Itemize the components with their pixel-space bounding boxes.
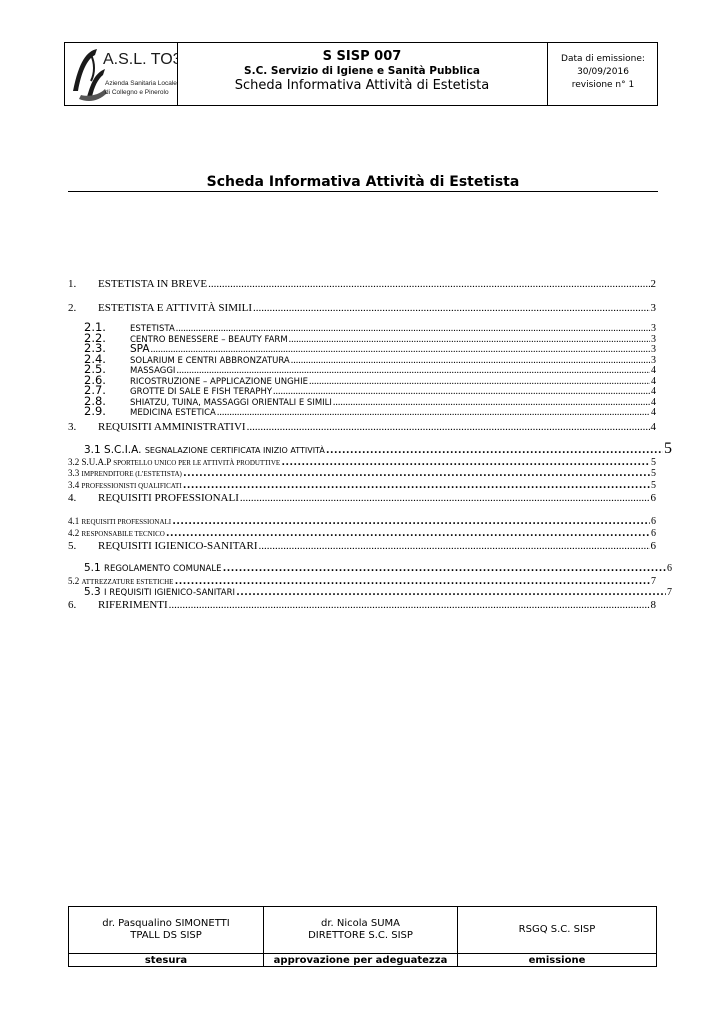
issue-date: 30/09/2016	[577, 67, 629, 77]
toc-entry-2-2[interactable]: 2.2. CENTRO BENESSERE – BEAUTY FARM ..... 3	[68, 331, 656, 342]
toc-entry-5-1[interactable]: 5.1 REGOLAMENTO COMUNALE ..... 6	[68, 558, 672, 571]
toc-entry-2-8[interactable]: 2.8. SHIATZU, TUINA, MASSAGGI ORIENTALI E SIMILI ..... 4	[68, 394, 656, 405]
footer-labels-row	[69, 953, 656, 967]
footer-label-emissione: emissione	[528, 955, 586, 966]
toc-entry-4-1[interactable]: 4.1 REQUISITI PROFESSIONALI ..... 6	[68, 511, 656, 523]
logo-line-2: di Collegno e Pinerolo	[105, 89, 169, 96]
toc-entry-1[interactable]: 1. ESTETISTA IN BREVE ..... 2	[68, 278, 656, 291]
logo-line-1: Azienda Sanitaria Locale	[105, 80, 177, 87]
document-code: S SISP 007	[322, 49, 402, 64]
toc-entry-2-5[interactable]: 2.5. MASSAGGI ..... 4	[68, 362, 656, 373]
toc-entry-2-7[interactable]: 2.7. GROTTE DI SALE E FISH TERAPHY ..... 4	[68, 383, 656, 394]
asl-logo-mark	[65, 43, 177, 105]
toc-entry-2-6[interactable]: 2.6. RICOSTRUZIONE – APPLICAZIONE UNGHIE ..... 4	[68, 373, 656, 384]
toc-entry-2-1[interactable]: 2.1. ESTETISTA ..... 3	[68, 320, 656, 331]
footer-label-stesura: stesura	[69, 954, 264, 967]
toc-entry-4-2[interactable]: 4.2 RESPONSABILE TECNICO ..... 6	[68, 523, 656, 535]
toc-entry-5[interactable]: 5. REQUISITI IGIENICO-SANITARI ..... 6	[68, 540, 656, 553]
toc-entry-2-3[interactable]: 2.3. SPA ..... 3	[68, 341, 656, 352]
header-document-title: Scheda Informativa Attività di Estetista	[234, 78, 490, 93]
page-title: Scheda Informativa Attività di Estetista	[206, 174, 520, 190]
logo-title: A.S.L. TO3	[103, 51, 177, 68]
title-underline	[68, 191, 658, 192]
toc-entry-5-3[interactable]: 5.3 I REQUISITI IGIENICO-SANITARI ..... 7	[68, 582, 672, 595]
header-center	[178, 43, 546, 105]
footer-issuer-cell: RSGQ S.C. SISP	[518, 924, 596, 935]
issue-label: Data di emissione:	[561, 54, 645, 64]
revision-number: revisione n° 1	[571, 80, 635, 90]
toc-entry-5-2[interactable]: 5.2 ATTREZZATURE ESTETICHE ..... 7	[68, 571, 656, 582]
toc-entry-3-1[interactable]: 3.1 S.C.I.A. SEGNALAZIONE CERTIFICATA INIZIO ATTIVITÀ ..... 5	[68, 440, 672, 451]
document-header	[64, 42, 658, 106]
toc-entry-2-9[interactable]: 2.9. MEDICINA ESTETICA ..... 4	[68, 404, 656, 415]
toc-entry-3-2[interactable]: 3.2 S.U.A.P SPORTELLO UNICO PER LE ATTIVITÀ PRODUTTIVE ..... 5	[68, 452, 656, 464]
asl-logo	[65, 43, 178, 105]
footer-label-approvazione: approvazione per adeguatezza	[264, 954, 458, 967]
header-issue-info	[547, 43, 658, 105]
department-name: S.C. Servizio di Igiene e Sanità Pubblica	[244, 65, 480, 77]
toc-entry-2-4[interactable]: 2.4. SOLARIUM E CENTRI ABBRONZATURA ..... 3	[68, 352, 656, 363]
footer-approver-cell: dr. Nicola SUMA DIRETTORE S.C. SISP	[264, 907, 458, 953]
toc-entry-6[interactable]: 6. RIFERIMENTI ..... 8	[68, 599, 656, 612]
toc-entry-4[interactable]: 4. REQUISITI PROFESSIONALI ..... 6	[68, 492, 656, 505]
table-of-contents	[68, 278, 672, 612]
toc-entry-3-4[interactable]: 3.4 PROFESSIONISTI QUALIFICATI ..... 5	[68, 475, 656, 487]
toc-entry-3-3[interactable]: 3.3 IMPRENDITORE (L’ESTETISTA) ..... 5	[68, 463, 656, 475]
toc-entry-2[interactable]: 2. ESTETISTA E ATTIVITÀ SIMILI ..... 3	[68, 302, 656, 315]
toc-entry-3[interactable]: 3. REQUISITI AMMINISTRATIVI ..... 4	[68, 421, 656, 434]
approval-footer-table	[68, 906, 657, 967]
footer-author-cell: dr. Pasqualino SIMONETTI TPALL DS SISP	[69, 907, 264, 953]
